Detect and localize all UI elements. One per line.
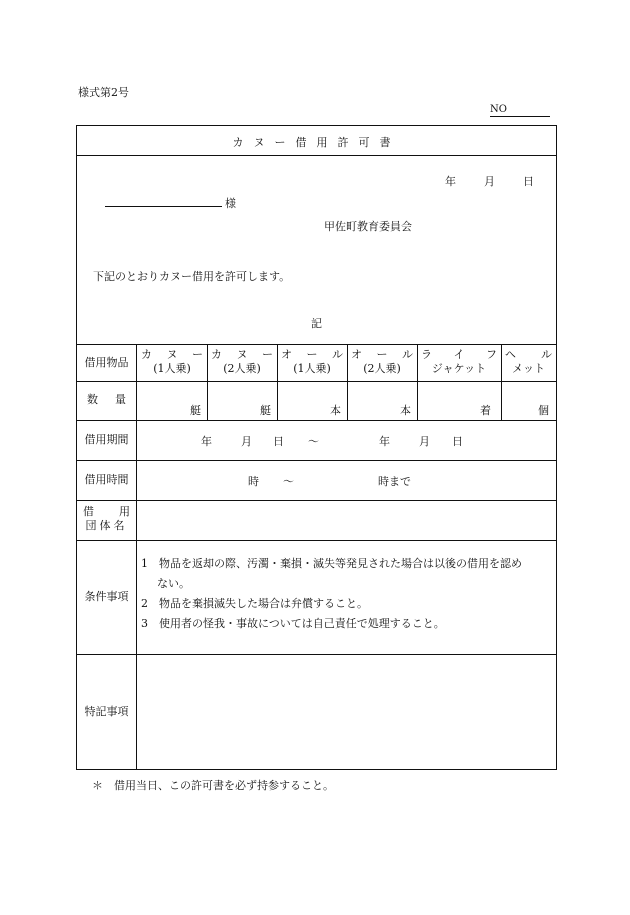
item-life-jacket: ラ イ フ ジャケット [421, 348, 497, 375]
ki-label: 記 [311, 317, 322, 330]
form-id: 様式第2号 [78, 86, 129, 99]
condition-2: 2 物品を棄損滅失した場合は弁償すること。 [141, 597, 368, 610]
condition-1: 1 物品を返却の際、汚濁・棄損・滅失等発見された場合は以後の借用を認め [141, 557, 522, 570]
item-helmet: ヘ ル メット [505, 348, 552, 375]
time-label: 借用時間 [84, 473, 129, 486]
item-canoe-1: カ ヌ ー (1人乗) [141, 348, 203, 375]
qty-oar-1[interactable]: 本 [330, 404, 341, 417]
conditions-label: 条件事項 [84, 590, 129, 603]
addressee-suffix: 様 [225, 197, 236, 210]
qty-helmet[interactable]: 個 [538, 404, 549, 417]
condition-3: 3 使用者の怪我・事故については自己責任で処理すること。 [141, 617, 445, 630]
notes-field[interactable] [137, 655, 556, 768]
qty-life-jacket[interactable]: 着 [480, 404, 491, 417]
number-field[interactable] [490, 104, 550, 117]
issue-date[interactable]: 年 月 日 [445, 175, 534, 188]
permit-form [76, 125, 557, 770]
item-oar-1: オ ー ル (1人乗) [281, 348, 343, 375]
number-label: NO [490, 104, 507, 115]
item-canoe-2: カ ヌ ー (2人乗) [211, 348, 273, 375]
qty-oar-2[interactable]: 本 [400, 404, 411, 417]
notes-label: 特記事項 [84, 705, 129, 718]
issuer-name: 甲佐町教育委員会 [324, 220, 412, 233]
group-label: 借 用 団体名 [83, 505, 130, 532]
quantity-label: 数 量 [87, 393, 126, 406]
condition-1-cont: ない。 [157, 577, 190, 590]
items-label: 借用物品 [84, 356, 129, 369]
item-oar-2: オ ー ル (2人乗) [351, 348, 413, 375]
form-title: カヌー借用許可書 [232, 136, 401, 149]
intro-text: 下記のとおりカヌー借用を許可します。 [93, 270, 291, 283]
addressee-field[interactable] [105, 206, 222, 207]
period-field[interactable]: 年 月 日 ～ 年 月 日 [201, 435, 463, 448]
footnote: ＊ 借用当日、この許可書を必ず持参すること。 [92, 779, 334, 792]
qty-canoe-1[interactable]: 艇 [190, 404, 201, 417]
qty-canoe-2[interactable]: 艇 [260, 404, 271, 417]
group-name-field[interactable] [137, 501, 556, 540]
time-field[interactable]: 時 ～ 時まで [248, 475, 411, 488]
period-label: 借用期間 [84, 433, 129, 446]
